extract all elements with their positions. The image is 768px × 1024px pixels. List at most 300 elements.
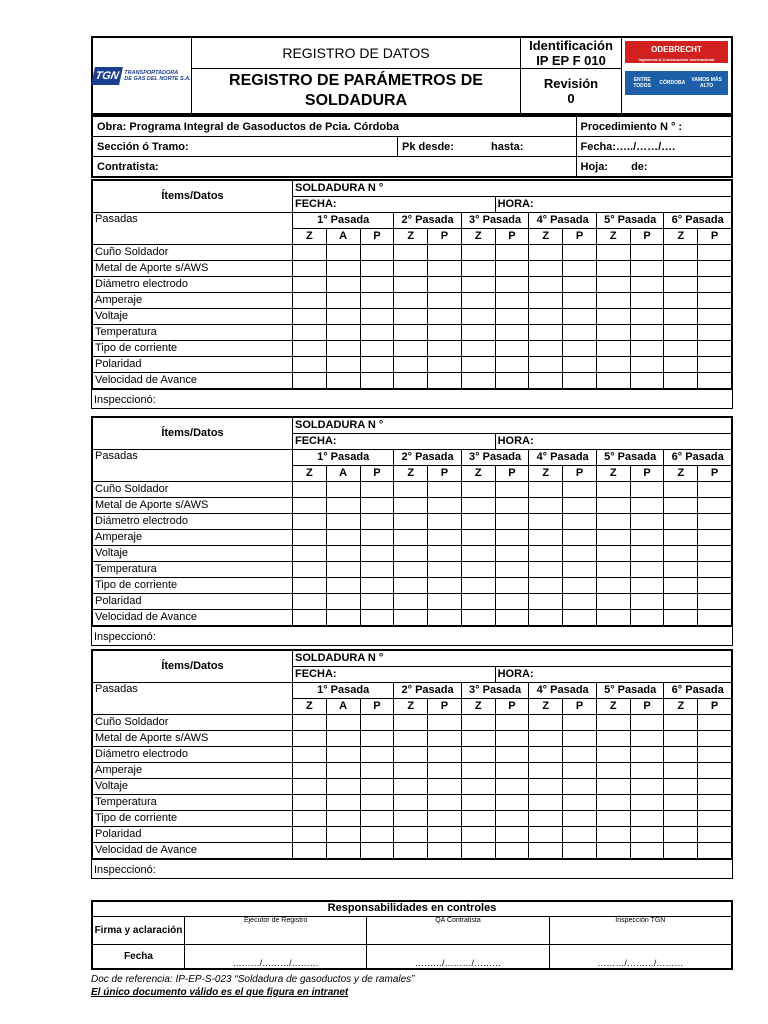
data-cell[interactable] — [326, 610, 360, 626]
data-cell[interactable] — [428, 827, 462, 843]
data-cell[interactable] — [360, 293, 394, 309]
data-cell[interactable] — [664, 610, 698, 626]
data-cell[interactable] — [428, 341, 462, 357]
data-cell[interactable] — [563, 731, 597, 747]
data-cell[interactable] — [461, 811, 495, 827]
data-cell[interactable] — [360, 245, 394, 261]
data-cell[interactable] — [360, 779, 394, 795]
data-cell[interactable] — [529, 763, 563, 779]
data-cell[interactable] — [360, 482, 394, 498]
data-cell[interactable] — [293, 795, 327, 811]
data-cell[interactable] — [630, 261, 664, 277]
data-cell[interactable] — [461, 325, 495, 341]
data-cell[interactable] — [428, 715, 462, 731]
data-cell[interactable] — [563, 747, 597, 763]
data-cell[interactable] — [360, 763, 394, 779]
data-cell[interactable] — [596, 763, 630, 779]
data-cell[interactable] — [428, 357, 462, 373]
data-cell[interactable] — [698, 795, 732, 811]
data-cell[interactable] — [293, 578, 327, 594]
data-cell[interactable] — [529, 261, 563, 277]
data-cell[interactable] — [698, 498, 732, 514]
data-cell[interactable] — [360, 594, 394, 610]
data-cell[interactable] — [563, 715, 597, 731]
data-cell[interactable] — [360, 277, 394, 293]
data-cell[interactable] — [596, 261, 630, 277]
data-cell[interactable] — [428, 594, 462, 610]
data-cell[interactable] — [461, 578, 495, 594]
data-cell[interactable] — [596, 482, 630, 498]
data-cell[interactable] — [394, 341, 428, 357]
data-cell[interactable] — [630, 763, 664, 779]
data-cell[interactable] — [664, 594, 698, 610]
data-cell[interactable] — [529, 373, 563, 389]
data-cell[interactable] — [630, 594, 664, 610]
data-cell[interactable] — [664, 514, 698, 530]
data-cell[interactable] — [664, 747, 698, 763]
data-cell[interactable] — [596, 498, 630, 514]
data-cell[interactable] — [698, 715, 732, 731]
data-cell[interactable] — [428, 309, 462, 325]
data-cell[interactable] — [428, 261, 462, 277]
data-cell[interactable] — [529, 498, 563, 514]
data-cell[interactable] — [596, 578, 630, 594]
data-cell[interactable] — [630, 277, 664, 293]
data-cell[interactable] — [698, 779, 732, 795]
data-cell[interactable] — [293, 763, 327, 779]
data-cell[interactable] — [360, 498, 394, 514]
data-cell[interactable] — [630, 530, 664, 546]
data-cell[interactable] — [326, 731, 360, 747]
data-cell[interactable] — [563, 341, 597, 357]
data-cell[interactable] — [630, 779, 664, 795]
data-cell[interactable] — [495, 779, 529, 795]
data-cell[interactable] — [596, 843, 630, 859]
data-cell[interactable] — [495, 373, 529, 389]
data-cell[interactable] — [529, 731, 563, 747]
data-cell[interactable] — [529, 357, 563, 373]
data-cell[interactable] — [698, 309, 732, 325]
data-cell[interactable] — [698, 277, 732, 293]
data-cell[interactable] — [698, 293, 732, 309]
data-cell[interactable] — [326, 811, 360, 827]
data-cell[interactable] — [428, 373, 462, 389]
data-cell[interactable] — [326, 498, 360, 514]
data-cell[interactable] — [326, 261, 360, 277]
data-cell[interactable] — [698, 530, 732, 546]
data-cell[interactable] — [394, 325, 428, 341]
data-cell[interactable] — [461, 514, 495, 530]
data-cell[interactable] — [529, 594, 563, 610]
data-cell[interactable] — [326, 293, 360, 309]
data-cell[interactable] — [664, 277, 698, 293]
data-cell[interactable] — [529, 715, 563, 731]
data-cell[interactable] — [630, 546, 664, 562]
data-cell[interactable] — [698, 578, 732, 594]
data-cell[interactable] — [428, 779, 462, 795]
data-cell[interactable] — [326, 277, 360, 293]
data-cell[interactable] — [630, 731, 664, 747]
data-cell[interactable] — [428, 811, 462, 827]
data-cell[interactable] — [630, 747, 664, 763]
data-cell[interactable] — [664, 843, 698, 859]
data-cell[interactable] — [326, 594, 360, 610]
data-cell[interactable] — [394, 594, 428, 610]
data-cell[interactable] — [630, 293, 664, 309]
data-cell[interactable] — [394, 514, 428, 530]
data-cell[interactable] — [563, 293, 597, 309]
data-cell[interactable] — [394, 811, 428, 827]
data-cell[interactable] — [461, 594, 495, 610]
data-cell[interactable] — [326, 763, 360, 779]
data-cell[interactable] — [360, 546, 394, 562]
data-cell[interactable] — [563, 498, 597, 514]
data-cell[interactable] — [326, 578, 360, 594]
data-cell[interactable] — [360, 715, 394, 731]
data-cell[interactable] — [461, 779, 495, 795]
data-cell[interactable] — [428, 843, 462, 859]
data-cell[interactable] — [630, 610, 664, 626]
data-cell[interactable] — [563, 546, 597, 562]
data-cell[interactable] — [563, 277, 597, 293]
data-cell[interactable] — [630, 373, 664, 389]
data-cell[interactable] — [394, 245, 428, 261]
data-cell[interactable] — [495, 578, 529, 594]
data-cell[interactable] — [698, 482, 732, 498]
data-cell[interactable] — [326, 795, 360, 811]
data-cell[interactable] — [596, 594, 630, 610]
data-cell[interactable] — [664, 578, 698, 594]
data-cell[interactable] — [360, 731, 394, 747]
data-cell[interactable] — [596, 530, 630, 546]
data-cell[interactable] — [495, 309, 529, 325]
data-cell[interactable] — [495, 610, 529, 626]
data-cell[interactable] — [293, 747, 327, 763]
data-cell[interactable] — [326, 546, 360, 562]
data-cell[interactable] — [698, 610, 732, 626]
data-cell[interactable] — [360, 341, 394, 357]
data-cell[interactable] — [630, 843, 664, 859]
data-cell[interactable] — [461, 610, 495, 626]
data-cell[interactable] — [293, 277, 327, 293]
data-cell[interactable] — [360, 325, 394, 341]
data-cell[interactable] — [360, 373, 394, 389]
data-cell[interactable] — [293, 811, 327, 827]
data-cell[interactable] — [563, 843, 597, 859]
data-cell[interactable] — [360, 827, 394, 843]
data-cell[interactable] — [529, 811, 563, 827]
data-cell[interactable] — [293, 482, 327, 498]
data-cell[interactable] — [630, 482, 664, 498]
data-cell[interactable] — [394, 293, 428, 309]
data-cell[interactable] — [293, 843, 327, 859]
data-cell[interactable] — [461, 795, 495, 811]
data-cell[interactable] — [630, 562, 664, 578]
data-cell[interactable] — [495, 763, 529, 779]
data-cell[interactable] — [360, 811, 394, 827]
data-cell[interactable] — [529, 514, 563, 530]
data-cell[interactable] — [495, 482, 529, 498]
data-cell[interactable] — [664, 827, 698, 843]
data-cell[interactable] — [428, 498, 462, 514]
data-cell[interactable] — [563, 763, 597, 779]
data-cell[interactable] — [293, 357, 327, 373]
data-cell[interactable] — [664, 498, 698, 514]
data-cell[interactable] — [293, 245, 327, 261]
data-cell[interactable] — [495, 715, 529, 731]
data-cell[interactable] — [563, 578, 597, 594]
data-cell[interactable] — [495, 357, 529, 373]
data-cell[interactable] — [529, 245, 563, 261]
data-cell[interactable] — [461, 843, 495, 859]
data-cell[interactable] — [360, 357, 394, 373]
data-cell[interactable] — [461, 747, 495, 763]
data-cell[interactable] — [461, 341, 495, 357]
data-cell[interactable] — [326, 747, 360, 763]
data-cell[interactable] — [394, 763, 428, 779]
data-cell[interactable] — [563, 261, 597, 277]
data-cell[interactable] — [360, 747, 394, 763]
data-cell[interactable] — [698, 373, 732, 389]
data-cell[interactable] — [360, 309, 394, 325]
data-cell[interactable] — [293, 373, 327, 389]
data-cell[interactable] — [461, 827, 495, 843]
data-cell[interactable] — [394, 482, 428, 498]
data-cell[interactable] — [461, 373, 495, 389]
data-cell[interactable] — [495, 498, 529, 514]
data-cell[interactable] — [529, 530, 563, 546]
data-cell[interactable] — [394, 578, 428, 594]
data-cell[interactable] — [664, 482, 698, 498]
data-cell[interactable] — [563, 514, 597, 530]
data-cell[interactable] — [529, 827, 563, 843]
data-cell[interactable] — [394, 546, 428, 562]
data-cell[interactable] — [529, 578, 563, 594]
data-cell[interactable] — [563, 245, 597, 261]
data-cell[interactable] — [394, 827, 428, 843]
data-cell[interactable] — [293, 530, 327, 546]
data-cell[interactable] — [394, 357, 428, 373]
data-cell[interactable] — [495, 747, 529, 763]
data-cell[interactable] — [664, 715, 698, 731]
data-cell[interactable] — [529, 843, 563, 859]
data-cell[interactable] — [596, 277, 630, 293]
data-cell[interactable] — [326, 325, 360, 341]
data-cell[interactable] — [428, 482, 462, 498]
data-cell[interactable] — [495, 731, 529, 747]
data-cell[interactable] — [563, 795, 597, 811]
data-cell[interactable] — [596, 811, 630, 827]
data-cell[interactable] — [326, 245, 360, 261]
data-cell[interactable] — [461, 482, 495, 498]
data-cell[interactable] — [630, 578, 664, 594]
data-cell[interactable] — [428, 530, 462, 546]
data-cell[interactable] — [563, 325, 597, 341]
data-cell[interactable] — [461, 277, 495, 293]
data-cell[interactable] — [461, 498, 495, 514]
data-cell[interactable] — [360, 530, 394, 546]
data-cell[interactable] — [529, 309, 563, 325]
data-cell[interactable] — [664, 811, 698, 827]
data-cell[interactable] — [630, 357, 664, 373]
data-cell[interactable] — [360, 514, 394, 530]
data-cell[interactable] — [394, 747, 428, 763]
data-cell[interactable] — [461, 731, 495, 747]
data-cell[interactable] — [664, 546, 698, 562]
data-cell[interactable] — [461, 530, 495, 546]
data-cell[interactable] — [428, 562, 462, 578]
data-cell[interactable] — [698, 514, 732, 530]
data-cell[interactable] — [293, 827, 327, 843]
data-cell[interactable] — [461, 763, 495, 779]
data-cell[interactable] — [698, 827, 732, 843]
data-cell[interactable] — [428, 277, 462, 293]
data-cell[interactable] — [664, 261, 698, 277]
data-cell[interactable] — [630, 514, 664, 530]
data-cell[interactable] — [664, 763, 698, 779]
data-cell[interactable] — [596, 309, 630, 325]
data-cell[interactable] — [596, 357, 630, 373]
data-cell[interactable] — [428, 763, 462, 779]
data-cell[interactable] — [495, 293, 529, 309]
data-cell[interactable] — [529, 795, 563, 811]
data-cell[interactable] — [596, 715, 630, 731]
data-cell[interactable] — [394, 715, 428, 731]
data-cell[interactable] — [394, 277, 428, 293]
data-cell[interactable] — [495, 594, 529, 610]
data-cell[interactable] — [326, 562, 360, 578]
data-cell[interactable] — [495, 325, 529, 341]
data-cell[interactable] — [293, 715, 327, 731]
data-cell[interactable] — [630, 715, 664, 731]
data-cell[interactable] — [529, 325, 563, 341]
data-cell[interactable] — [495, 795, 529, 811]
data-cell[interactable] — [495, 514, 529, 530]
data-cell[interactable] — [664, 325, 698, 341]
data-cell[interactable] — [326, 843, 360, 859]
data-cell[interactable] — [293, 594, 327, 610]
data-cell[interactable] — [563, 530, 597, 546]
data-cell[interactable] — [630, 325, 664, 341]
data-cell[interactable] — [698, 562, 732, 578]
data-cell[interactable] — [428, 747, 462, 763]
data-cell[interactable] — [394, 530, 428, 546]
data-cell[interactable] — [596, 562, 630, 578]
data-cell[interactable] — [293, 341, 327, 357]
data-cell[interactable] — [360, 578, 394, 594]
data-cell[interactable] — [664, 357, 698, 373]
data-cell[interactable] — [529, 277, 563, 293]
data-cell[interactable] — [596, 610, 630, 626]
data-cell[interactable] — [529, 747, 563, 763]
data-cell[interactable] — [563, 594, 597, 610]
data-cell[interactable] — [293, 514, 327, 530]
data-cell[interactable] — [428, 325, 462, 341]
data-cell[interactable] — [461, 245, 495, 261]
data-cell[interactable] — [596, 373, 630, 389]
data-cell[interactable] — [596, 827, 630, 843]
data-cell[interactable] — [563, 811, 597, 827]
data-cell[interactable] — [360, 795, 394, 811]
data-cell[interactable] — [529, 779, 563, 795]
data-cell[interactable] — [428, 514, 462, 530]
data-cell[interactable] — [495, 261, 529, 277]
data-cell[interactable] — [360, 610, 394, 626]
data-cell[interactable] — [293, 546, 327, 562]
data-cell[interactable] — [664, 309, 698, 325]
data-cell[interactable] — [630, 811, 664, 827]
data-cell[interactable] — [428, 546, 462, 562]
data-cell[interactable] — [630, 795, 664, 811]
data-cell[interactable] — [529, 341, 563, 357]
data-cell[interactable] — [698, 594, 732, 610]
data-cell[interactable] — [529, 610, 563, 626]
data-cell[interactable] — [698, 325, 732, 341]
data-cell[interactable] — [394, 843, 428, 859]
data-cell[interactable] — [529, 482, 563, 498]
data-cell[interactable] — [326, 715, 360, 731]
data-cell[interactable] — [596, 731, 630, 747]
data-cell[interactable] — [428, 578, 462, 594]
data-cell[interactable] — [461, 562, 495, 578]
data-cell[interactable] — [293, 731, 327, 747]
data-cell[interactable] — [394, 610, 428, 626]
data-cell[interactable] — [596, 546, 630, 562]
data-cell[interactable] — [596, 747, 630, 763]
data-cell[interactable] — [664, 293, 698, 309]
data-cell[interactable] — [360, 261, 394, 277]
data-cell[interactable] — [664, 795, 698, 811]
data-cell[interactable] — [293, 325, 327, 341]
data-cell[interactable] — [461, 357, 495, 373]
data-cell[interactable] — [326, 530, 360, 546]
data-cell[interactable] — [698, 843, 732, 859]
data-cell[interactable] — [428, 245, 462, 261]
data-cell[interactable] — [293, 779, 327, 795]
data-cell[interactable] — [495, 811, 529, 827]
data-cell[interactable] — [428, 610, 462, 626]
data-cell[interactable] — [495, 245, 529, 261]
data-cell[interactable] — [563, 309, 597, 325]
data-cell[interactable] — [630, 827, 664, 843]
data-cell[interactable] — [529, 546, 563, 562]
data-cell[interactable] — [360, 843, 394, 859]
data-cell[interactable] — [563, 779, 597, 795]
data-cell[interactable] — [596, 779, 630, 795]
data-cell[interactable] — [293, 562, 327, 578]
data-cell[interactable] — [664, 779, 698, 795]
data-cell[interactable] — [428, 293, 462, 309]
data-cell[interactable] — [394, 261, 428, 277]
data-cell[interactable] — [394, 309, 428, 325]
data-cell[interactable] — [664, 731, 698, 747]
data-cell[interactable] — [293, 610, 327, 626]
data-cell[interactable] — [630, 245, 664, 261]
data-cell[interactable] — [563, 357, 597, 373]
data-cell[interactable] — [326, 309, 360, 325]
data-cell[interactable] — [664, 245, 698, 261]
data-cell[interactable] — [630, 309, 664, 325]
data-cell[interactable] — [461, 293, 495, 309]
data-cell[interactable] — [326, 779, 360, 795]
data-cell[interactable] — [563, 827, 597, 843]
data-cell[interactable] — [495, 827, 529, 843]
data-cell[interactable] — [394, 562, 428, 578]
data-cell[interactable] — [698, 245, 732, 261]
data-cell[interactable] — [563, 562, 597, 578]
data-cell[interactable] — [664, 530, 698, 546]
data-cell[interactable] — [394, 373, 428, 389]
